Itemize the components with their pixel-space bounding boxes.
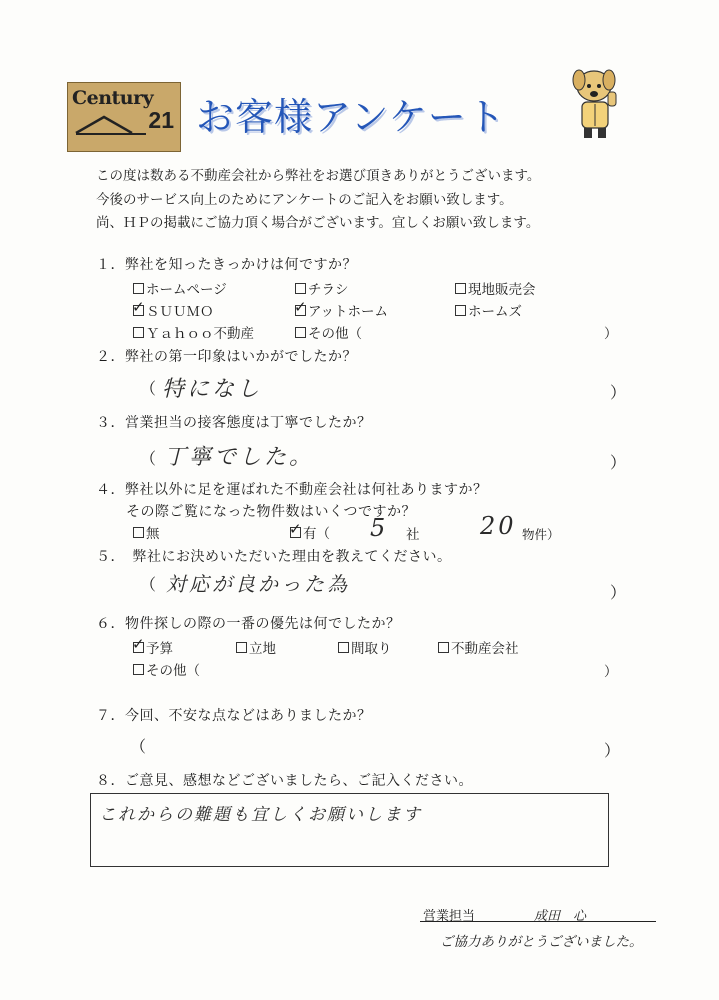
thank-you-text: ご協力ありがとうございました。: [440, 934, 643, 950]
q4-companies-unit: 社: [406, 527, 420, 543]
q1-label: １．弊社を知ったきっかけは何ですか？: [96, 257, 357, 273]
century21-logo: [67, 82, 181, 152]
q4-option-yes[interactable]: ✓ 有（: [289, 520, 330, 542]
staff-label: 営業担当: [423, 909, 476, 924]
q1-option-yahoo[interactable]: Ｙａｈｏｏ不動産: [133, 322, 254, 342]
page-title: お客様アンケート: [196, 95, 506, 139]
checkbox[interactable]: [295, 327, 306, 338]
q1-option-suumo[interactable]: ✓ ＳＵＵＭＯ: [132, 298, 214, 320]
q3-open-paren: （: [140, 449, 157, 468]
q4-label: ４．弊社以外に足を運ばれた不動産会社は何社ありますか？: [96, 482, 488, 498]
q3-answer[interactable]: 丁寧でした。: [164, 445, 315, 470]
q6-other-close-paren: ）: [604, 664, 618, 680]
q2-answer[interactable]: 特になし: [162, 377, 263, 402]
staff-name: 成田 心: [534, 909, 587, 924]
q4-option-none[interactable]: 無: [133, 522, 160, 542]
q5-label: ５． 弊社にお決めいただいた理由を教えてください。: [96, 549, 452, 565]
q8-answer: これからの難題も宜しくお願いします: [99, 805, 422, 825]
q5-close-paren: ）: [610, 583, 627, 602]
checkbox[interactable]: [338, 642, 349, 653]
q6-option-layout[interactable]: 間取り: [338, 637, 392, 657]
q1-option-other[interactable]: その他（: [295, 322, 362, 342]
q1-option-athome[interactable]: ✓ アットホーム: [294, 298, 389, 320]
q7-open-paren: （: [130, 737, 147, 756]
logo-number: 21: [148, 107, 174, 133]
intro-line-3: 尚、ＨＰの掲載にご協力頂く場合がございます。宜しくお願い致します。: [96, 215, 540, 231]
q6-option-other[interactable]: その他（: [133, 659, 200, 679]
q6-label: ６．物件探しの際の一番の優先は何でしたか？: [96, 616, 401, 632]
q8-label: ８．ご意見、感想などございましたら、ご記入ください。: [96, 773, 473, 789]
checkbox[interactable]: [133, 283, 144, 294]
q6-option-agency[interactable]: 不動産会社: [438, 637, 519, 657]
q1-option-homepage[interactable]: ホームページ: [133, 278, 227, 298]
intro-line-1: この度は数ある不動産会社から弊社をお選び頂きありがとうございます。: [96, 168, 541, 184]
q4-companies-count[interactable]: 5: [370, 514, 389, 542]
q6-option-budget[interactable]: ✓ 予算: [132, 635, 173, 657]
q2-close-paren: ）: [610, 383, 627, 402]
checkbox[interactable]: [236, 642, 247, 653]
checkbox[interactable]: [295, 283, 306, 294]
logo-roof-graphic: [74, 113, 148, 135]
q5-open-paren: （: [140, 575, 157, 594]
q1-other-close-paren: ）: [604, 326, 618, 342]
q4-properties-unit: 物件）: [522, 527, 560, 542]
check-mark-icon: ✓: [294, 298, 307, 316]
footer-divider: [420, 921, 656, 922]
checkbox[interactable]: [133, 664, 144, 675]
comment-box[interactable]: [90, 793, 609, 867]
q7-label: ７．今回、不安な点などはありましたか？: [96, 708, 372, 724]
check-mark-icon: ✓: [132, 298, 145, 316]
q2-label: ２．弊社の第一印象はいかがでしたか？: [96, 349, 357, 365]
q6-option-location[interactable]: 立地: [236, 637, 276, 657]
q7-close-paren: ）: [604, 741, 621, 760]
q1-option-flyer[interactable]: チラシ: [295, 278, 349, 298]
q2-open-paren: （: [140, 379, 157, 398]
checkbox[interactable]: [133, 327, 144, 338]
logo-brand: Century: [72, 87, 154, 109]
checkbox[interactable]: [455, 305, 466, 316]
check-mark-icon: ✓: [289, 520, 302, 538]
intro-line-2: 今後のサービス向上のためにアンケートのご記入をお願い致します。: [96, 192, 513, 208]
checkbox[interactable]: [455, 283, 466, 294]
checkbox[interactable]: [133, 527, 144, 538]
q5-answer[interactable]: 対応が良かった為: [166, 572, 350, 596]
q3-label: ３．営業担当の接客態度は丁寧でしたか？: [96, 415, 372, 431]
q1-option-homes[interactable]: ホームズ: [455, 300, 522, 320]
mascot-dog-icon: [564, 64, 632, 142]
q3-close-paren: ）: [610, 453, 627, 472]
q4-properties-count[interactable]: 20: [480, 512, 517, 540]
checkbox[interactable]: [438, 642, 449, 653]
q1-option-open-house[interactable]: 現地販売会: [455, 278, 536, 298]
check-mark-icon: ✓: [132, 635, 145, 653]
q4-sub-label: その際ご覧になった物件数はいくつですか？: [126, 504, 416, 520]
